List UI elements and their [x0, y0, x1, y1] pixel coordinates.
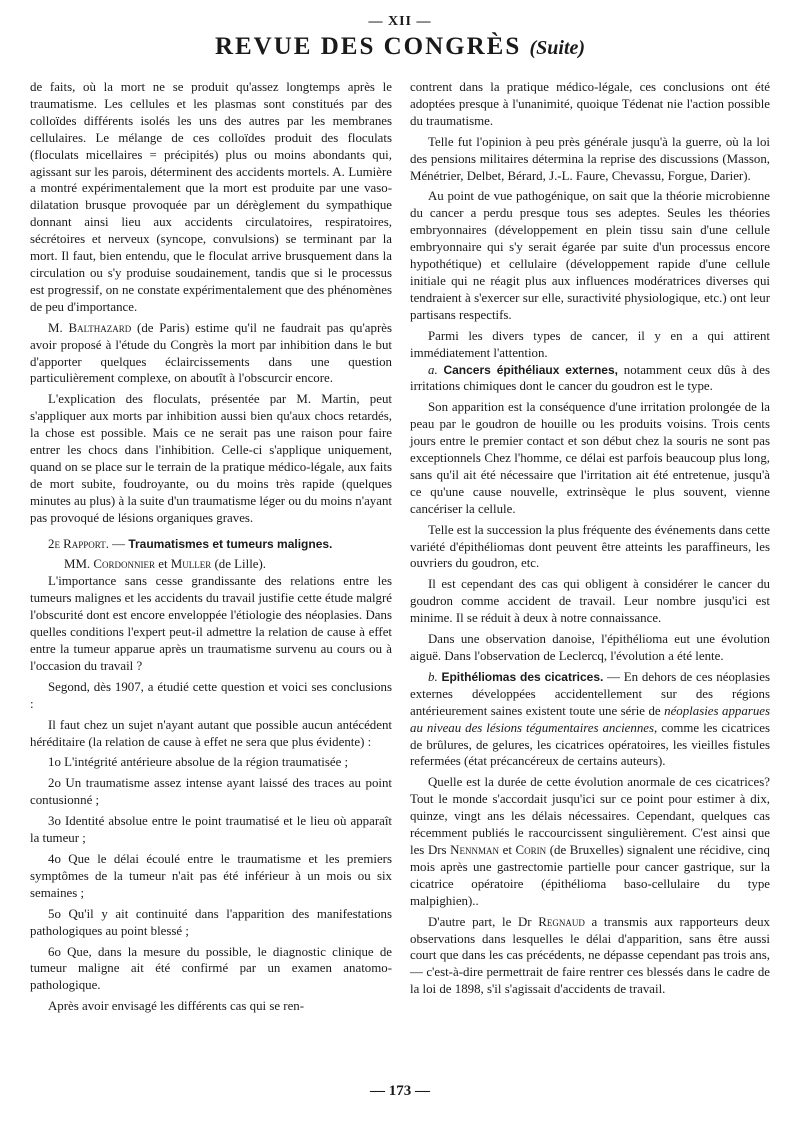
section-title: Epithéliomas des cicatrices.	[441, 669, 604, 684]
section-a	[410, 362, 770, 396]
paragraph: L'explication des floculats, présentée par M. Martin, peut s'appliquer aux morts par inhibition aussi bien qu'aux chocs retardés, la chose est possible. Mais ce ne serait pas une raison pour faire entrer les chocs dans l'inhibition. Celle-ci s'applique uniquement, quand on se place sur le terrain de la pratique médico-légale, aux faits de mort subite, foudroyante, ou du moins très rapide (quelques minutes au plus) à la suite d'un traumatisme léger ou du moins n'ayant pas provoqué de lésions organiques graves.	[30, 392, 392, 525]
paragraph-text: a transmis aux rapporteurs deux observations dans lesquelles le délai d'apparition, sans être aussi court que dans les cas précédents, ne dépasse cependant pas trois ans, — c'est-à-dire permettrait de faire rentrer ces blessés dans le cadre de la loi de 1898, s'il s'agissait d'accidents de travail.	[410, 914, 770, 997]
paragraph	[410, 914, 770, 999]
paragraph	[30, 320, 392, 388]
paragraph: Parmi les divers types de cancer, il y en a qui attirent immédiatement l'attention.	[410, 328, 770, 360]
section-b	[410, 669, 770, 770]
doctor-title: Drs	[427, 842, 447, 857]
condition-item: 2o Un traumatisme assez intense ayant laissé des traces au point contusionné ;	[30, 776, 392, 808]
author-name: Muller	[170, 557, 212, 572]
report-title: Traumatismes et tumeurs malignes.	[128, 536, 333, 551]
report-heading	[30, 536, 392, 553]
paragraph: contrent dans la pratique médico-légale, ces conclusions ont été adoptées presque à l'unanimité, quoique Tédenat nie l'action possible du traumatisme.	[410, 80, 770, 128]
condition-item: 4o Que le délai écoulé entre le traumatisme et les premiers symptômes de la tumeur n'ait pas été inférieur à un mois ou six semaines ;	[30, 851, 392, 900]
author-name: M. Balthazard	[48, 320, 132, 335]
paragraph: de faits, où la mort ne se produit qu'assez longtemps après le traumatisme. Les cellules et les plasmas sont constitués par des colloïdes différents isolés les uns des autres par les membranes cellulaires. Le mélange de ces colloïdes produit des floculats (floculats micellaires = précipités) plus ou moins abondants qui, agissant sur les parois, déterminent des accidents mortels. A. Lumière a montré expérimentalement que la mort est produite par une vaso-dilatation brusque provoquée par un dérèglement du sympathique donnant ainsi lieu aux accidents circulatoires, respiratoires, sécrétoires et nerveux (syncope, convulsions) se terminant par la mort. Il faut, bien entendu, que le floculat arrive brusquement dans la circulation ou s'y produise soudainement, tandis que si le processus est progressif, on ne constate expérimentalement que des phénomènes de peu d'importance.	[30, 80, 392, 314]
paragraph: Telle est la succession la plus fréquente des événements dans cette variété d'épithéliomas dont peuvent être atteints les paraffineurs, les ouvriers du goudron, etc.	[410, 522, 771, 571]
authors-and: et	[158, 557, 168, 572]
paragraph-text: (de Bruxelles) signalent une récidive, cinq mois après une gastrectomie partielle pour cancer gastrique, sur la cicatrice opératoire (épithélioma baso-cellulaire du type malpighien)..	[410, 842, 771, 908]
author-name: Corin	[515, 842, 547, 857]
paragraph-text: (de Paris) estime qu'il ne faudrait pas qu'après avoir proposé à l'étude du Congrès la mort par inhibition dans le but d'apporter quelques éclaircissements dans une question particulièrement complexe, on aboutît à l'obscurcir encore.	[30, 320, 392, 386]
section-text: notamment ceux dûs à des irritations chimiques dont le cancer du goudron est le type.	[410, 362, 770, 394]
condition-item: 6o Que, dans la mesure du possible, le diagnostic clinique de tumeur maligne ait été confirmé par un examen anatomo-pathologique.	[30, 944, 392, 993]
condition-item: 3o Identité absolue entre le point traumatisé et le lieu où apparaît la tumeur ;	[30, 814, 392, 846]
condition-item: 1o L'intégrité antérieure absolue de la région traumatisée ;	[48, 755, 349, 770]
author-name: Nennman	[450, 842, 499, 857]
section-italic-text: néoplasies apparues au niveau des lésions tégumentaires anciennes,	[410, 703, 771, 735]
page-number: — 173 —	[370, 1083, 430, 1099]
paragraph: Au point de vue pathogénique, on sait que la théorie microbienne du cancer a perdu presque tous ses adeptes. Seules les théories embryonnaires (développement en plein tissu sain d'une cellule embryonnaire qui s'y serait égarée par suite d'un processus encore hypothétique) et cellulaire (développement rapide d'une cellule initiale qui ne réagit plus aux influences modératrices diverses qui tendraient à s'exercer sur elle, suractivité physiologique, etc.) ont leur partisans respectifs.	[410, 189, 770, 322]
author-name: Regnaud	[538, 914, 585, 929]
section-letter: a.	[428, 362, 438, 377]
section-text: — En dehors de ces néoplasies externes développées accidentellement sur des régions antérieurement saines existent toute une série de	[410, 669, 770, 718]
paragraph: Telle fut l'opinion à peu près générale jusqu'à la guerre, où la loi des pensions militaires détermina la reprise des discussions (Masson, Ménétrier, Delbet, Bérard, J.-L. Faure, Chevassu, Forgue, Darier).	[410, 134, 770, 183]
paragraph: Son apparition est la conséquence d'une irritation prolongée de la peau par le goudron de houille ou les produits voisins. Trois cents jours entre le premier contact et son début chez la souris ne sont pas exceptionnels Chez l'homme, ce délai est parfois beaucoup plus long, sans qu'il ait été nécessaire que l'irritation ait été entretenue, jusqu'à ce qu'une cause nouvelle, extrinsèque le plus souvent, vienne cancériser la cellule.	[410, 400, 770, 516]
doctor-title: Dr	[517, 914, 532, 929]
paragraph-text: et	[498, 842, 516, 857]
left-column	[30, 79, 392, 1015]
paragraph: Il faut chez un sujet n'ayant autant que possible aucun antécédent héréditaire (la relation de cause à effet ne sera que plus évidente) :	[30, 717, 392, 749]
paragraph: Dans une observation danoise, l'épithélioma eut une évolution aiguë. Dans l'observation de Leclercq, l'évolution a été lente.	[410, 632, 770, 663]
section-letter: b.	[428, 669, 438, 684]
section-title: Cancers épithéliaux externes,	[443, 362, 618, 377]
report-authors	[30, 556, 392, 573]
page-title-text: REVUE DES CONGRÈS	[214, 33, 522, 60]
condition-item: 5o Qu'il y ait continuité dans l'apparition des manifestations pathologiques au point blessé ;	[30, 906, 392, 938]
paragraph: Segond, dès 1907, a étudié cette question et voici ses conclusions :	[30, 679, 392, 711]
author-name: Cordonnier	[93, 557, 155, 572]
paragraph-text: Quelle est la durée de cette évolution anormale de ces cicatrices? Tout le monde s'accordait jusqu'ici sur ce point pour estimer à dix, quinze, vingt ans les délais nécessaires. Cependant, quelques cas récemment publiés le raccourcissent singulièrement. C'est ainsi que les	[410, 775, 770, 857]
authors-place: (de Lille).	[214, 557, 267, 572]
authors-prefix: MM.	[64, 557, 91, 572]
section-text: comme les cicatrices de brûlures, de gelures, les cicatrices opératoires, les vieilles fistules refermées (état précancéreux de certains auteurs).	[410, 720, 770, 769]
paragraph: Il est cependant des cas qui obligent à considérer le cancer du goudron comme accident de travail. Leur nombre jusqu'ici est minime. Il se réduit à deux à notre connaissance.	[410, 577, 770, 626]
paragraph-text: D'autre part, le	[428, 914, 518, 929]
paragraph: Après avoir envisagé les différents cas qui se ren-	[48, 999, 305, 1014]
paragraph	[410, 774, 770, 909]
paragraph: L'importance sans cesse grandissante des relations entre les tumeurs malignes et les accidents du travail justifie cette étude malgré l'obscurité dont est encore enveloppée l'étiologie des néoplasies. Dans quelles conditions l'expert peut-il admettre la relation de cause à effet entre la tumeur apparue après un traumatisme survenu au cours ou à l'occasion du travail ?	[30, 574, 392, 673]
header-roman-numeral: — XII —	[368, 14, 432, 29]
report-label: 2e Rapport. —	[48, 536, 126, 551]
right-column	[410, 79, 770, 998]
page-title-suffix: (Suite)	[529, 37, 586, 59]
page-title	[0, 33, 800, 61]
